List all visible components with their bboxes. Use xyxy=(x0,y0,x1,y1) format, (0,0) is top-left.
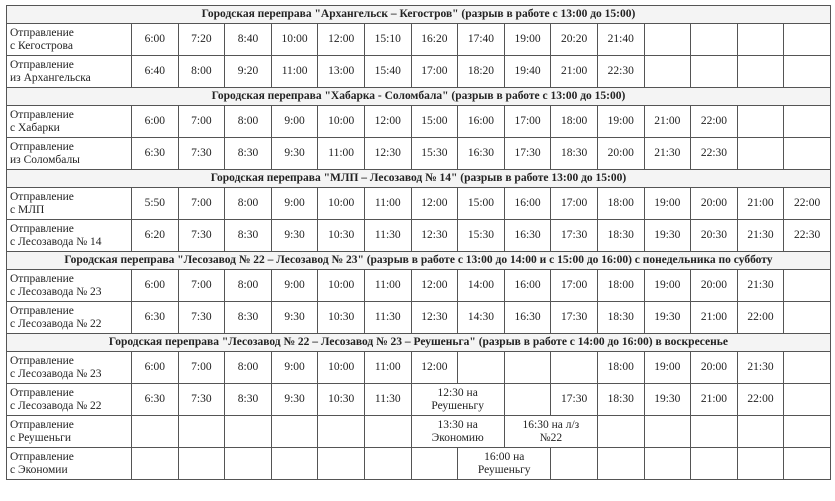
departure-time: 16:00 xyxy=(458,106,505,138)
empty-cell xyxy=(784,384,831,416)
merged-note-line-2: №22 xyxy=(539,431,563,444)
empty-cell xyxy=(504,352,551,384)
section-title: Городская переправа "Лесозавод № 22 – Лесозавод № 23 – Реушеньга" (разрыв в работе с 14:00 до 16:00) в воскресенье xyxy=(7,334,831,352)
departure-time: 9:00 xyxy=(271,352,318,384)
empty-cell xyxy=(132,416,179,448)
departure-time: 12:30 xyxy=(411,220,458,252)
section-title: Городская переправа "Архангельск – Кегостров" (разрыв в работе с 13:00 до 15:00) xyxy=(7,6,831,24)
departure-time: 18:00 xyxy=(551,106,598,138)
row-label-line-1: Отправление xyxy=(10,190,74,203)
empty-cell xyxy=(364,448,411,480)
merged-departure-note xyxy=(504,416,597,448)
empty-cell xyxy=(551,448,598,480)
departure-time xyxy=(784,56,831,88)
departure-time: 18:30 xyxy=(597,220,644,252)
departure-time: 12:00 xyxy=(364,106,411,138)
row-label-line-2: из Соломбалы xyxy=(10,153,80,166)
departure-time: 8:00 xyxy=(225,352,272,384)
section-title: Городская переправа "Хабарка - Соломбала" (разрыв в работе с 13:00 до 15:00) xyxy=(7,88,831,106)
row-label-line-1: Отправление xyxy=(10,222,74,235)
departure-time: 18:00 xyxy=(597,188,644,220)
row-label-line-1: Отправление xyxy=(10,354,74,367)
departure-time xyxy=(784,106,831,138)
departure-time: 7:30 xyxy=(178,302,225,334)
departure-time: 15:00 xyxy=(458,188,505,220)
departure-time: 18:30 xyxy=(597,302,644,334)
departure-time: 22:00 xyxy=(691,106,738,138)
section-header xyxy=(7,6,831,24)
merged-note-line-1: 13:30 на xyxy=(437,418,478,431)
empty-cell xyxy=(364,416,411,448)
schedule-row xyxy=(7,384,831,416)
departure-time: 21:40 xyxy=(597,24,644,56)
departure-time: 14:00 xyxy=(458,270,505,302)
row-label-line-1: Отправление xyxy=(10,272,74,285)
row-label xyxy=(7,220,132,252)
departure-time: 20:00 xyxy=(597,138,644,170)
departure-time: 7:30 xyxy=(178,220,225,252)
departure-time: 19:40 xyxy=(504,56,551,88)
schedule-row xyxy=(7,270,831,302)
empty-cell xyxy=(737,416,784,448)
row-label-line-1: Отправление xyxy=(10,304,74,317)
departure-time: 14:30 xyxy=(458,302,505,334)
empty-cell xyxy=(225,416,272,448)
empty-cell xyxy=(504,384,551,416)
departure-time: 11:30 xyxy=(364,302,411,334)
schedule-row xyxy=(7,448,831,480)
departure-time: 17:00 xyxy=(411,56,458,88)
departure-time: 5:50 xyxy=(132,188,179,220)
departure-time: 20:00 xyxy=(691,352,738,384)
row-label-line-1: Отправление xyxy=(10,108,74,121)
departure-time xyxy=(691,24,738,56)
section-title: Городская переправа "МЛП – Лесозавод № 14" (разрыв в работе 13:00 до 15:00) xyxy=(7,170,831,188)
departure-time: 21:00 xyxy=(644,106,691,138)
row-label-line-1: Отправление xyxy=(10,58,74,71)
departure-time: 9:30 xyxy=(271,138,318,170)
row-label xyxy=(7,106,132,138)
departure-time: 10:00 xyxy=(318,352,365,384)
merged-departure-note xyxy=(411,384,504,416)
departure-time: 17:30 xyxy=(551,220,598,252)
departure-time: 21:00 xyxy=(551,56,598,88)
row-label-line-2: с Лесозавода № 22 xyxy=(10,317,102,330)
departure-time: 21:00 xyxy=(691,302,738,334)
departure-time: 11:30 xyxy=(364,384,411,416)
empty-cell xyxy=(318,416,365,448)
departure-time xyxy=(784,270,831,302)
departure-time: 6:30 xyxy=(132,138,179,170)
row-label-line-1: Отправление xyxy=(10,450,74,463)
departure-time: 16:20 xyxy=(411,24,458,56)
departure-time: 12:30 xyxy=(364,138,411,170)
row-label xyxy=(7,188,132,220)
row-label-line-1: Отправление xyxy=(10,26,74,39)
empty-cell xyxy=(411,448,458,480)
departure-time: 17:30 xyxy=(551,302,598,334)
departure-time xyxy=(737,56,784,88)
ferry-schedule-table xyxy=(6,5,831,480)
empty-cell xyxy=(644,448,691,480)
empty-cell xyxy=(737,448,784,480)
empty-cell xyxy=(271,448,318,480)
schedule-row xyxy=(7,220,831,252)
departure-time: 11:00 xyxy=(271,56,318,88)
departure-time: 6:00 xyxy=(132,352,179,384)
departure-time: 17:40 xyxy=(458,24,505,56)
departure-time: 20:20 xyxy=(551,24,598,56)
schedule-wrapper xyxy=(6,5,831,480)
row-label-line-2: с МЛП xyxy=(10,203,45,216)
departure-time: 9:30 xyxy=(271,302,318,334)
empty-cell xyxy=(271,416,318,448)
departure-time: 21:00 xyxy=(737,188,784,220)
departure-time xyxy=(784,24,831,56)
empty-cell xyxy=(458,352,505,384)
departure-time: 11:00 xyxy=(364,270,411,302)
departure-time: 9:00 xyxy=(271,188,318,220)
departure-time: 20:00 xyxy=(691,188,738,220)
empty-cell xyxy=(225,448,272,480)
departure-time xyxy=(737,106,784,138)
row-label-line-1: Отправление xyxy=(10,418,74,431)
empty-cell xyxy=(691,416,738,448)
departure-time: 22:30 xyxy=(691,138,738,170)
departure-time: 8:30 xyxy=(225,384,272,416)
departure-time: 7:30 xyxy=(178,138,225,170)
departure-time: 12:30 xyxy=(411,302,458,334)
departure-time: 21:30 xyxy=(737,270,784,302)
row-label xyxy=(7,384,132,416)
departure-time: 17:00 xyxy=(551,270,598,302)
row-label xyxy=(7,138,132,170)
departure-time: 7:00 xyxy=(178,270,225,302)
departure-time: 9:00 xyxy=(271,106,318,138)
departure-time: 16:30 xyxy=(504,302,551,334)
departure-time: 8:30 xyxy=(225,138,272,170)
departure-time: 7:00 xyxy=(178,106,225,138)
departure-time: 11:00 xyxy=(364,352,411,384)
departure-time: 18:20 xyxy=(458,56,505,88)
empty-cell xyxy=(178,448,225,480)
departure-time: 21:30 xyxy=(737,220,784,252)
merged-note-line-2: Реушеньгу xyxy=(477,463,531,476)
departure-time: 18:30 xyxy=(551,138,598,170)
departure-time: 8:00 xyxy=(225,106,272,138)
departure-time xyxy=(644,24,691,56)
departure-time: 8:00 xyxy=(225,188,272,220)
row-label-line-2: с Лесозавода № 23 xyxy=(10,285,102,298)
row-label-line-1: Отправление xyxy=(10,140,74,153)
departure-time: 12:00 xyxy=(318,24,365,56)
schedule-row xyxy=(7,302,831,334)
row-label-line-2: с Хабарки xyxy=(10,121,60,134)
departure-time: 6:20 xyxy=(132,220,179,252)
departure-time: 16:30 xyxy=(458,138,505,170)
row-label xyxy=(7,24,132,56)
departure-time: 17:00 xyxy=(551,188,598,220)
schedule-row xyxy=(7,138,831,170)
merged-note-line-2: Реушеньгу xyxy=(431,399,484,412)
empty-cell xyxy=(644,416,691,448)
departure-time: 9:00 xyxy=(271,270,318,302)
departure-time: 6:00 xyxy=(132,270,179,302)
departure-time: 6:00 xyxy=(132,106,179,138)
departure-time: 6:00 xyxy=(132,24,179,56)
departure-time: 7:20 xyxy=(178,24,225,56)
departure-time: 9:30 xyxy=(271,384,318,416)
departure-time: 18:00 xyxy=(597,352,644,384)
departure-time: 22:00 xyxy=(784,188,831,220)
empty-cell xyxy=(318,448,365,480)
departure-time: 11:30 xyxy=(364,220,411,252)
departure-time xyxy=(691,56,738,88)
empty-cell xyxy=(178,416,225,448)
merged-note-line-2: Экономию xyxy=(431,431,484,444)
section-header xyxy=(7,334,831,352)
departure-time: 6:30 xyxy=(132,384,179,416)
empty-cell xyxy=(597,448,644,480)
departure-time: 10:00 xyxy=(318,188,365,220)
schedule-row xyxy=(7,56,831,88)
departure-time xyxy=(784,138,831,170)
departure-time: 10:00 xyxy=(318,106,365,138)
departure-time: 18:00 xyxy=(597,270,644,302)
departure-time: 22:00 xyxy=(737,384,784,416)
departure-time: 11:00 xyxy=(364,188,411,220)
departure-time: 19:30 xyxy=(644,220,691,252)
section-title: Городская переправа "Лесозавод № 22 – Лесозавод № 23" (разрыв в работе с 13:00 до 14:00 и с 15:00 до 16:00) с понедельника по субботу xyxy=(7,252,831,270)
departure-time: 13:00 xyxy=(318,56,365,88)
departure-time: 17:30 xyxy=(504,138,551,170)
departure-time: 9:20 xyxy=(225,56,272,88)
departure-time: 19:00 xyxy=(504,24,551,56)
row-label xyxy=(7,270,132,302)
departure-time: 12:00 xyxy=(411,352,458,384)
departure-time: 12:00 xyxy=(411,188,458,220)
row-label-line-2: из Архангельска xyxy=(10,71,91,84)
empty-cell xyxy=(784,352,831,384)
row-label xyxy=(7,302,132,334)
departure-time: 19:00 xyxy=(597,106,644,138)
schedule-body xyxy=(7,6,831,480)
departure-time: 8:30 xyxy=(225,220,272,252)
departure-time xyxy=(737,24,784,56)
departure-time xyxy=(644,56,691,88)
departure-time: 21:30 xyxy=(644,138,691,170)
empty-cell xyxy=(784,448,831,480)
departure-time: 15:30 xyxy=(458,220,505,252)
departure-time: 19:30 xyxy=(644,302,691,334)
departure-time: 10:30 xyxy=(318,384,365,416)
departure-time: 19:00 xyxy=(644,352,691,384)
departure-time: 10:00 xyxy=(271,24,318,56)
departure-time: 20:30 xyxy=(691,220,738,252)
row-label xyxy=(7,352,132,384)
departure-time: 22:00 xyxy=(737,302,784,334)
departure-time: 8:00 xyxy=(225,270,272,302)
merged-departure-note xyxy=(411,416,504,448)
empty-cell xyxy=(691,448,738,480)
departure-time: 12:00 xyxy=(411,270,458,302)
empty-cell xyxy=(597,416,644,448)
departure-time: 7:30 xyxy=(178,384,225,416)
departure-time: 19:30 xyxy=(644,384,691,416)
merged-departure-note xyxy=(458,448,551,480)
empty-cell xyxy=(784,416,831,448)
departure-time: 15:30 xyxy=(411,138,458,170)
schedule-row xyxy=(7,416,831,448)
section-header xyxy=(7,252,831,270)
row-label-line-2: с Лесозавода № 23 xyxy=(10,367,102,380)
departure-time: 6:40 xyxy=(132,56,179,88)
departure-time: 17:00 xyxy=(504,106,551,138)
departure-time: 17:30 xyxy=(551,384,598,416)
departure-time: 19:00 xyxy=(644,270,691,302)
departure-time: 16:00 xyxy=(504,188,551,220)
departure-time: 7:00 xyxy=(178,352,225,384)
departure-time: 15:00 xyxy=(411,106,458,138)
departure-time: 18:30 xyxy=(597,384,644,416)
section-header xyxy=(7,88,831,106)
row-label-line-1: Отправление xyxy=(10,386,74,399)
row-label-line-2: с Лесозавода № 14 xyxy=(10,235,102,248)
row-label xyxy=(7,416,132,448)
empty-cell xyxy=(132,448,179,480)
schedule-row xyxy=(7,24,831,56)
departure-time: 15:40 xyxy=(364,56,411,88)
departure-time: 8:40 xyxy=(225,24,272,56)
schedule-row xyxy=(7,188,831,220)
departure-time xyxy=(737,138,784,170)
departure-time: 16:30 xyxy=(504,220,551,252)
departure-time: 10:30 xyxy=(318,220,365,252)
schedule-row xyxy=(7,106,831,138)
merged-note-line-1: 16:30 на л/з xyxy=(522,418,580,431)
departure-time: 21:30 xyxy=(737,352,784,384)
departure-time: 22:30 xyxy=(597,56,644,88)
empty-cell xyxy=(551,352,598,384)
merged-note-line-1: 16:00 на xyxy=(484,450,525,463)
departure-time: 11:00 xyxy=(318,138,365,170)
row-label-line-2: с Кегострова xyxy=(10,39,73,52)
departure-time: 15:10 xyxy=(364,24,411,56)
departure-time: 8:00 xyxy=(178,56,225,88)
departure-time: 6:30 xyxy=(132,302,179,334)
row-label xyxy=(7,448,132,480)
departure-time: 20:00 xyxy=(691,270,738,302)
departure-time xyxy=(784,302,831,334)
departure-time: 19:00 xyxy=(644,188,691,220)
departure-time: 22:30 xyxy=(784,220,831,252)
departure-time: 10:30 xyxy=(318,302,365,334)
row-label-line-2: с Реушеньги xyxy=(10,431,72,444)
section-header xyxy=(7,170,831,188)
departure-time: 8:30 xyxy=(225,302,272,334)
schedule-row xyxy=(7,352,831,384)
row-label-line-2: с Экономии xyxy=(10,463,68,476)
departure-time: 21:00 xyxy=(691,384,738,416)
merged-note-line-1: 12:30 на xyxy=(437,386,478,399)
row-label-line-2: с Лесозавода № 22 xyxy=(10,399,102,412)
departure-time: 7:00 xyxy=(178,188,225,220)
departure-time: 10:00 xyxy=(318,270,365,302)
departure-time: 9:30 xyxy=(271,220,318,252)
row-label xyxy=(7,56,132,88)
departure-time: 16:00 xyxy=(504,270,551,302)
